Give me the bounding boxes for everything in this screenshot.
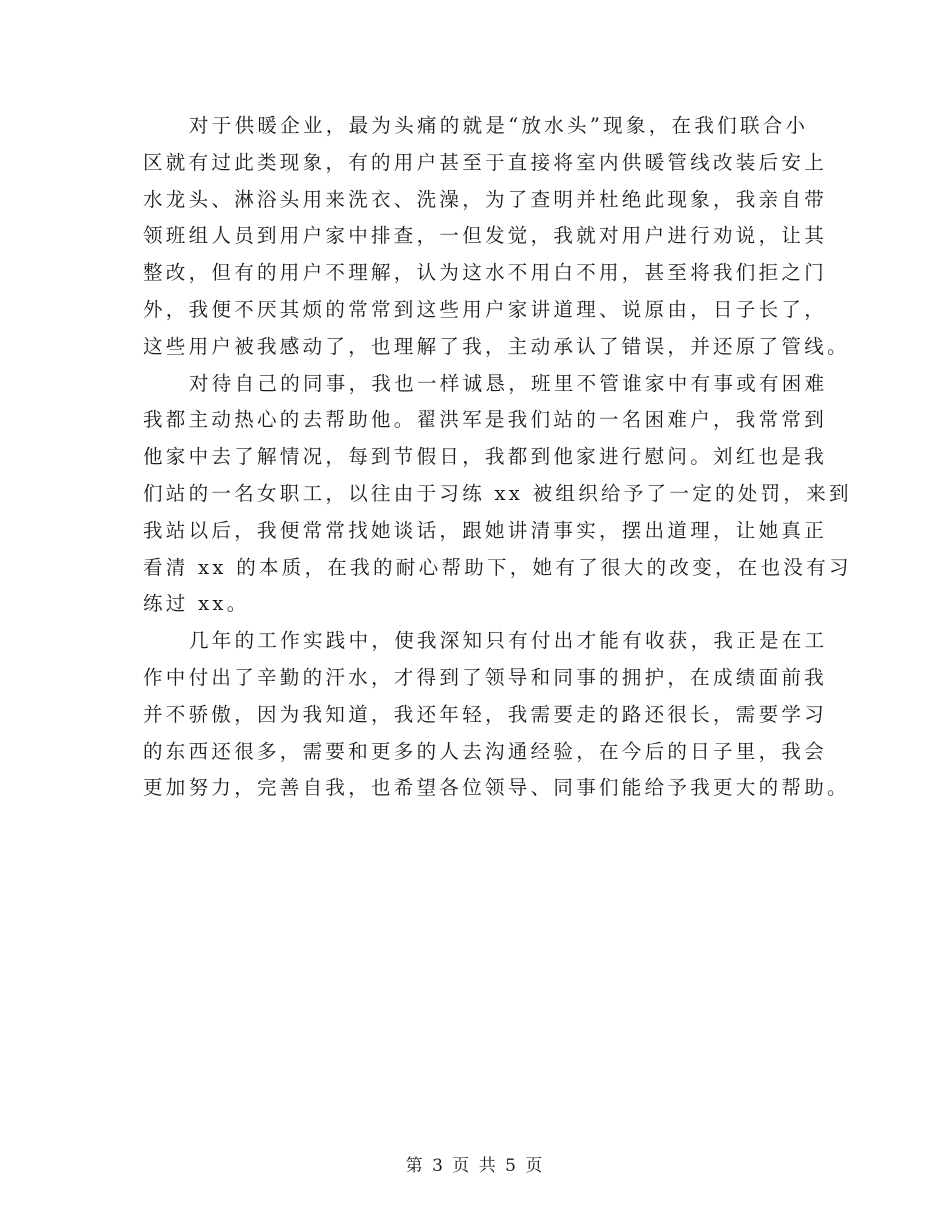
paragraph-2-line-5: 我站以后，我便常常找她谈话，跟她讲清事实，摆出道理，让她真正 xyxy=(143,518,828,542)
paragraph-1-line-4: 领班组人员到用户家中排查，一但发觉，我就对用户进行劝说，让其 xyxy=(143,224,828,248)
paragraph-3-line-5: 更加努力，完善自我，也希望各位领导、同事们能给予我更大的帮助。 xyxy=(143,776,850,800)
page-number-footer: 第 3 页 共 5 页 xyxy=(405,1156,545,1176)
paragraph-2-line-2: 我都主动热心的去帮助他。翟洪军是我们站的一名困难户，我常常到 xyxy=(143,408,828,432)
paragraph-1-line-5: 整改，但有的用户不理解，认为这水不用白不用，甚至将我们拒之门 xyxy=(143,261,828,285)
paragraph-1-line-7: 这些用户被我感动了，也理解了我，主动承认了错误，并还原了管线。 xyxy=(143,334,850,358)
paragraph-1-line-3: 水龙头、淋浴头用来洗衣、洗澡，为了查明并杜绝此现象，我亲自带 xyxy=(143,187,828,211)
paragraph-1-line-6: 外，我便不厌其烦的常常到这些用户家讲道理、说原由，日子长了， xyxy=(143,297,828,321)
paragraph-3-line-4: 的东西还很多，需要和更多的人去沟通经验，在今后的日子里，我会 xyxy=(143,739,828,763)
paragraph-3-line-2: 作中付出了辛勤的汗水，才得到了领导和同事的拥护，在成绩面前我 xyxy=(143,665,828,689)
paragraph-2-line-3: 他家中去了解情况，每到节假日，我都到他家进行慰问。刘红也是我 xyxy=(143,445,828,469)
paragraph-2-line-4: 们站的一名女职工，以往由于习练 xx 被组织给予了一定的处罚，来到 xyxy=(143,481,852,505)
paragraph-3-line-1: 几年的工作实践中，使我深知只有付出才能有收获，我正是在工 xyxy=(189,629,828,653)
paragraph-1-line-1: 对于供暖企业，最为头痛的就是“放水头”现象，在我们联合小 xyxy=(189,114,809,137)
document-body xyxy=(143,108,852,807)
paragraph-2-line-1: 对待自己的同事，我也一样诚恳，班里不管谁家中有事或有困难 xyxy=(189,371,828,395)
paragraph-1-line-2: 区就有过此类现象，有的用户甚至于直接将室内供暖管线改装后安上 xyxy=(143,150,828,174)
paragraph-3-line-3: 并不骄傲，因为我知道，我还年轻，我需要走的路还很长，需要学习 xyxy=(143,702,828,726)
paragraph-2-line-6: 看清 xx 的本质，在我的耐心帮助下，她有了很大的改变，在也没有习 xyxy=(143,555,852,579)
paragraph-2-line-7: 练过 xx。 xyxy=(143,592,250,616)
